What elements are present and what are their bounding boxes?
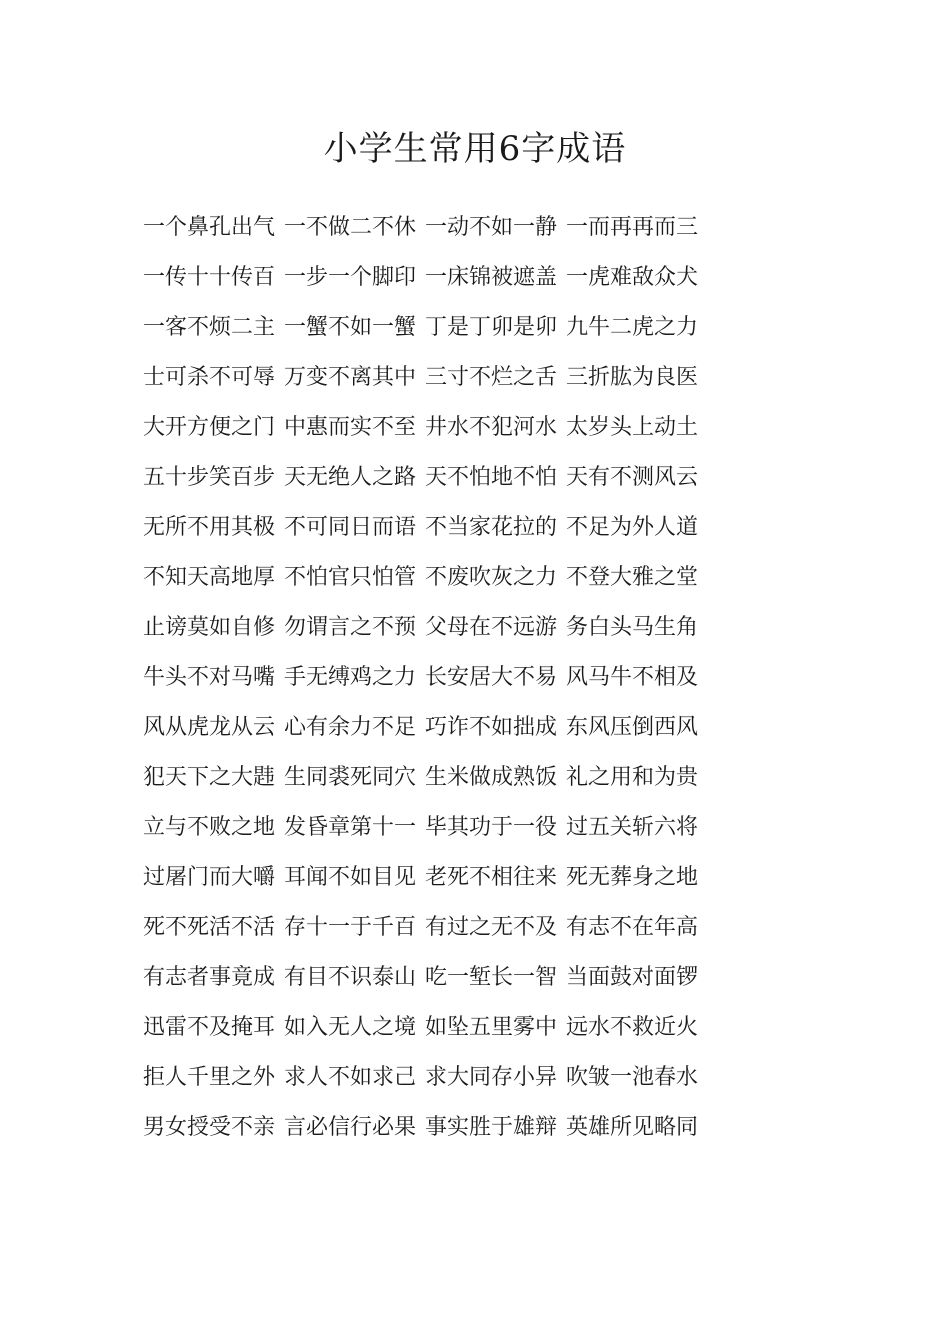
idiom-item: 父母在不远游: [425, 615, 558, 640]
idiom-item: 太岁头上动土: [566, 415, 699, 440]
idiom-item: 一而再再而三: [566, 215, 699, 240]
idiom-item: 发昏章第十一: [284, 815, 417, 840]
idiom-item: 九牛二虎之力: [566, 315, 699, 340]
idiom-item: 不知天高地厚: [143, 565, 276, 590]
idiom-grid: [143, 203, 743, 1153]
idiom-item: 礼之用和为贵: [566, 765, 699, 790]
idiom-item: 一不做二不休: [284, 215, 417, 240]
idiom-item: 立与不败之地: [143, 815, 276, 840]
idiom-item: 三折肱为良医: [566, 365, 699, 390]
idiom-item: 迅雷不及掩耳: [143, 1015, 276, 1040]
idiom-item: 有目不识泰山: [284, 965, 417, 990]
idiom-item: 中惠而实不至: [284, 415, 417, 440]
idiom-item: 不足为外人道: [566, 515, 699, 540]
idiom-item: 一动不如一静: [425, 215, 558, 240]
idiom-item: 事实胜于雄辩: [425, 1115, 558, 1140]
idiom-item: 当面鼓对面锣: [566, 965, 699, 990]
idiom-item: 过五关斩六将: [566, 815, 699, 840]
page-title: 小学生常用6字成语: [323, 129, 627, 169]
idiom-item: 天不怕地不怕: [425, 465, 558, 490]
idiom-item: 长安居大不易: [425, 665, 558, 690]
idiom-item: 存十一于千百: [284, 915, 417, 940]
idiom-item: 万变不离其中: [284, 365, 417, 390]
idiom-item: 牛头不对马嘴: [143, 665, 276, 690]
idiom-item: 有志者事竟成: [143, 965, 276, 990]
idiom-item: 务白头马生角: [566, 615, 699, 640]
idiom-item: 无所不用其极: [143, 515, 276, 540]
idiom-item: 五十步笑百步: [143, 465, 276, 490]
idiom-item: 巧诈不如拙成: [425, 715, 558, 740]
idiom-item: 一个鼻孔出气: [143, 215, 276, 240]
idiom-item: 吹皱一池春水: [566, 1065, 699, 1090]
idiom-item: 天无绝人之路: [284, 465, 417, 490]
idiom-item: 天有不测风云: [566, 465, 699, 490]
idiom-item: 三寸不烂之舌: [425, 365, 558, 390]
idiom-item: 井水不犯河水: [425, 415, 558, 440]
idiom-item: 勿谓言之不预: [284, 615, 417, 640]
idiom-item: 不登大雅之堂: [566, 565, 699, 590]
idiom-item: 耳闻不如目见: [284, 865, 417, 890]
idiom-item: 一床锦被遮盖: [425, 265, 558, 290]
idiom-item: 不废吹灰之力: [425, 565, 558, 590]
idiom-item: 犯天下之大韪: [143, 765, 276, 790]
idiom-item: 有志不在年高: [566, 915, 699, 940]
idiom-item: 大开方便之门: [143, 415, 276, 440]
idiom-item: 心有余力不足: [284, 715, 417, 740]
idiom-item: 一蟹不如一蟹: [284, 315, 417, 340]
idiom-item: 不可同日而语: [284, 515, 417, 540]
idiom-item: 如入无人之境: [284, 1015, 417, 1040]
idiom-item: 求大同存小异: [425, 1065, 558, 1090]
idiom-item: 过屠门而大嚼: [143, 865, 276, 890]
idiom-item: 英雄所见略同: [566, 1115, 699, 1140]
idiom-item: 手无缚鸡之力: [284, 665, 417, 690]
idiom-item: 如坠五里雾中: [425, 1015, 558, 1040]
idiom-item: 男女授受不亲: [143, 1115, 276, 1140]
idiom-item: 死无葬身之地: [566, 865, 699, 890]
idiom-item: 远水不救近火: [566, 1015, 699, 1040]
idiom-item: 东风压倒西风: [566, 715, 699, 740]
idiom-item: 有过之无不及: [425, 915, 558, 940]
idiom-item: 止谤莫如自修: [143, 615, 276, 640]
idiom-item: 生米做成熟饭: [425, 765, 558, 790]
idiom-item: 一步一个脚印: [284, 265, 417, 290]
idiom-item: 求人不如求己: [284, 1065, 417, 1090]
idiom-item: 老死不相往来: [425, 865, 558, 890]
idiom-item: 士可杀不可辱: [143, 365, 276, 390]
idiom-item: 毕其功于一役: [425, 815, 558, 840]
idiom-item: 风从虎龙从云: [143, 715, 276, 740]
idiom-item: 死不死活不活: [143, 915, 276, 940]
idiom-item: 一客不烦二主: [143, 315, 276, 340]
idiom-item: 一传十十传百: [143, 265, 276, 290]
idiom-item: 一虎难敌众犬: [566, 265, 699, 290]
idiom-item: 丁是丁卯是卯: [425, 315, 558, 340]
idiom-item: 不当家花拉的: [425, 515, 558, 540]
idiom-item: 不怕官只怕管: [284, 565, 417, 590]
idiom-item: 言必信行必果: [284, 1115, 417, 1140]
idiom-item: 生同裘死同穴: [284, 765, 417, 790]
idiom-item: 吃一堑长一智: [425, 965, 558, 990]
idiom-item: 拒人千里之外: [143, 1065, 276, 1090]
idiom-item: 风马牛不相及: [566, 665, 699, 690]
